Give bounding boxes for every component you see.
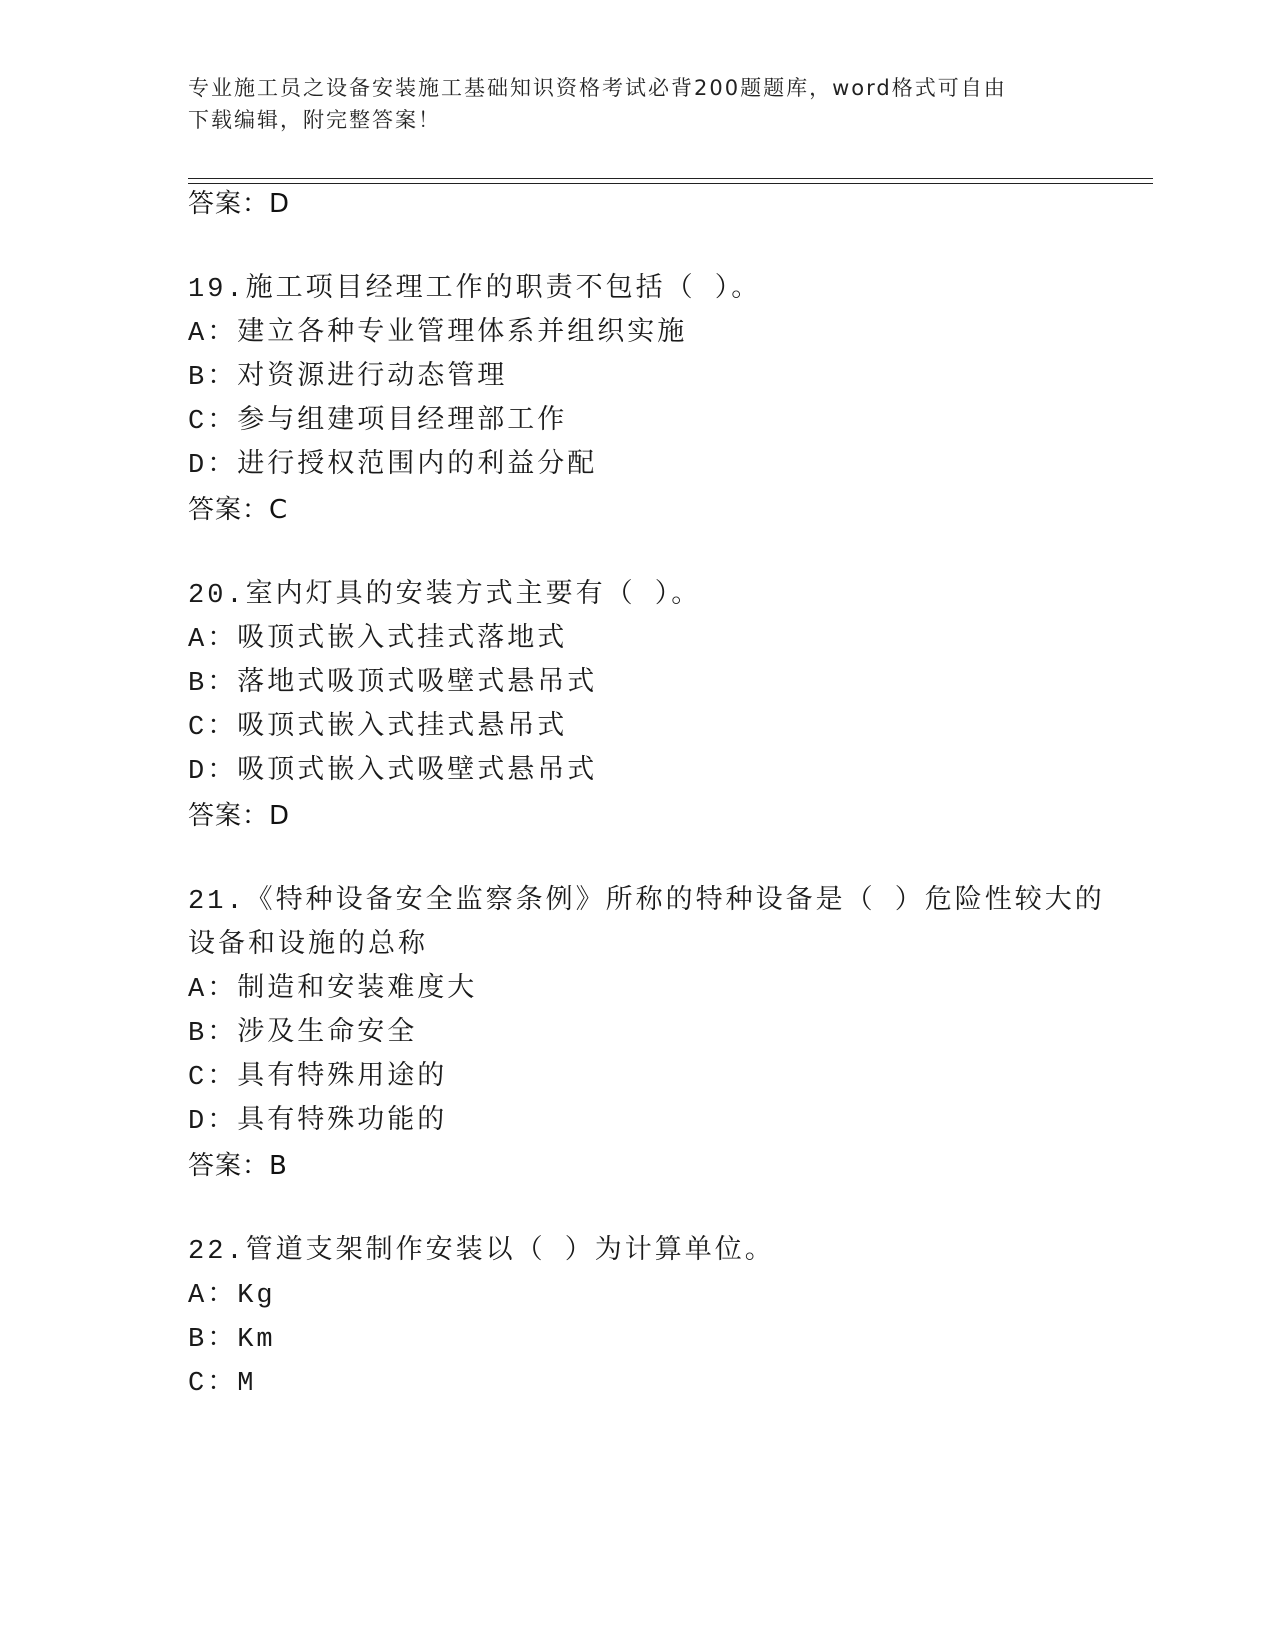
header-line-1: 专业施工员之设备安装施工基础知识资格考试必背200题题库，word格式可自由	[188, 76, 1007, 100]
question-22-option-a: A：Kg	[188, 1281, 276, 1311]
question-20-stem: 20.室内灯具的安装方式主要有（ ）。	[188, 581, 702, 611]
question-19-option-b: B：对资源进行动态管理	[188, 363, 508, 393]
header-line-2: 下载编辑，附完整答案！	[188, 108, 441, 132]
question-19-stem: 19.施工项目经理工作的职责不包括（ ）。	[188, 275, 762, 305]
question-21-option-c: C：具有特殊用途的	[188, 1063, 448, 1093]
question-22-option-b: B：Km	[188, 1325, 276, 1355]
question-21-answer: 答案：B	[188, 1151, 288, 1181]
header-divider-top	[188, 178, 1153, 179]
document-header	[188, 72, 1068, 136]
question-20-answer: 答案：D	[188, 801, 291, 831]
question-19-option-c: C：参与组建项目经理部工作	[188, 407, 568, 437]
question-21-stem-line-1: 21.《特种设备安全监察条例》所称的特种设备是（ ）危险性较大的	[188, 887, 1105, 917]
question-21-option-b: B：涉及生命安全	[188, 1019, 418, 1049]
question-20-option-d: D：吸顶式嵌入式吸壁式悬吊式	[188, 757, 598, 787]
question-20-option-c: C：吸顶式嵌入式挂式悬吊式	[188, 713, 568, 743]
question-19-option-a: A：建立各种专业管理体系并组织实施	[188, 319, 688, 349]
question-21-option-d: D：具有特殊功能的	[188, 1107, 448, 1137]
question-20-option-a: A：吸顶式嵌入式挂式落地式	[188, 625, 568, 655]
question-21-option-a: A：制造和安装难度大	[188, 975, 478, 1005]
question-19-answer: 答案：C	[188, 495, 289, 525]
question-20-option-b: B：落地式吸顶式吸壁式悬吊式	[188, 669, 598, 699]
question-21-stem-line-2: 设备和设施的总称	[188, 931, 428, 961]
header-divider-bottom	[188, 183, 1153, 184]
question-22-stem: 22.管道支架制作安装以（ ）为计算单位。	[188, 1237, 775, 1267]
question-22-option-c: C：M	[188, 1369, 257, 1399]
previous-answer: 答案：D	[188, 189, 291, 219]
question-19-option-d: D：进行授权范围内的利益分配	[188, 451, 598, 481]
